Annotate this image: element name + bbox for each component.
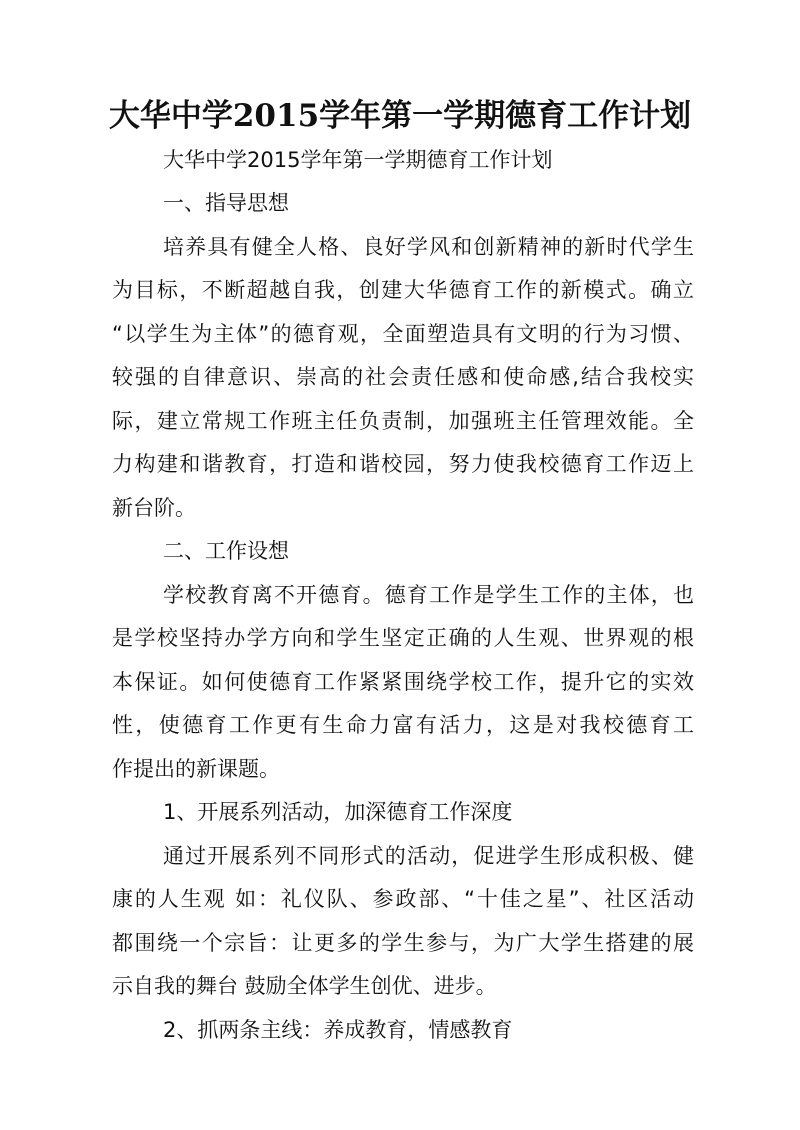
paragraph-line: “以学生为主体”的德育观，全面塑造具有文明的行为习惯、: [112, 322, 694, 346]
section-heading-work-plan: 二、工作设想: [163, 539, 289, 563]
paragraph-line: 通过开展系列不同形式的活动，促进学生形成积极、健: [163, 844, 694, 868]
paragraph-line: 作提出的新课题。: [112, 757, 280, 781]
paragraph-line: 为目标，不断超越自我，创建大华德育工作的新模式。确立: [112, 278, 694, 302]
paragraph-line: 本保证。如何使德育工作紧紧围绕学校工作，提升它的实效: [112, 670, 694, 694]
document-title: 大华中学2015学年第一学期德育工作计划: [108, 98, 692, 134]
paragraph-line: 是学校坚持办学方向和学生坚定正确的人生观、世界观的根: [112, 626, 694, 650]
item-heading-activities: 1、开展系列活动，加深德育工作深度: [163, 800, 513, 824]
paragraph-line: 性，使德育工作更有生命力富有活力，这是对我校德育工: [112, 713, 694, 737]
document-subtitle: 大华中学2015学年第一学期德育工作计划: [163, 148, 553, 172]
paragraph-line: 学校教育离不开德育。德育工作是学生工作的主体，也: [163, 583, 694, 607]
paragraph-line: 力构建和谐教育，打造和谐校园，努力使我校德育工作迈上: [112, 452, 694, 476]
paragraph-line: 新台阶。: [112, 496, 196, 520]
item-heading-two-main-lines: 2、抓两条主线：养成教育，情感教育: [163, 1018, 513, 1042]
section-heading-guiding-ideology: 一、指导思想: [163, 191, 289, 215]
paragraph-line: 康的人生观 如：礼仪队、参政部、“十佳之星”、社区活动: [112, 887, 694, 911]
paragraph-line: 都围绕一个宗旨：让更多的学生参与，为广大学生搭建的展: [112, 931, 694, 955]
paragraph-line: 际，建立常规工作班主任负责制，加强班主任管理效能。全: [112, 409, 694, 433]
paragraph-line: 示自我的舞台 鼓励全体学生创优、进步。: [112, 974, 497, 998]
paragraph-line: 培养具有健全人格、良好学风和创新精神的新时代学生: [163, 235, 694, 259]
paragraph-line: 较强的自律意识、崇高的社会责任感和使命感,结合我校实: [112, 365, 694, 389]
